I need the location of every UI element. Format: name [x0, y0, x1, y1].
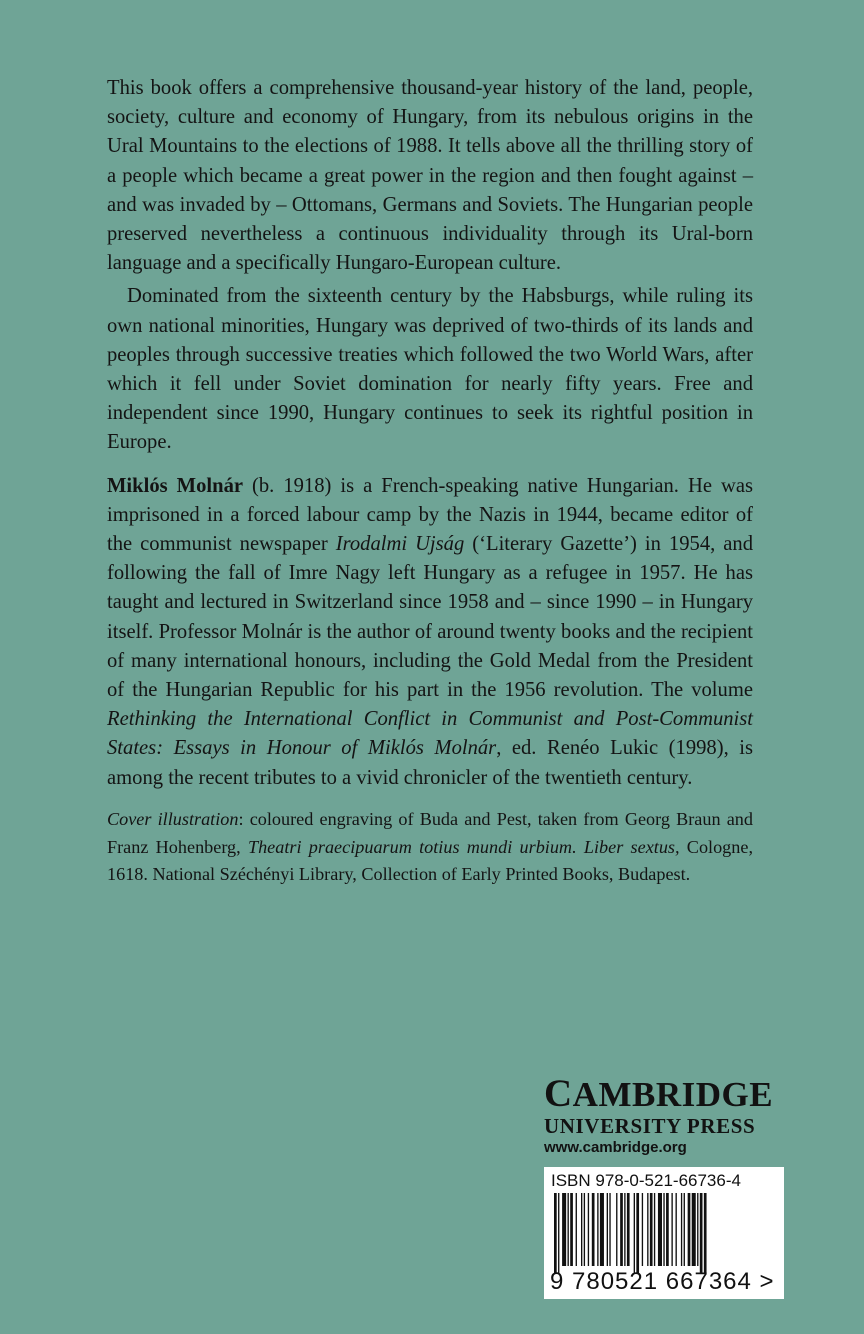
barcode-bar — [666, 1193, 669, 1266]
blurb-paragraph-2: Dominated from the sixteenth century by the Habsburgs, while ruling its own national minorities, Hungary was deprived of two-thirds of its lands and peoples through successive treaties which followed the two World Wars, after which it fell under Soviet domination for nearly fifty years. Free and independent since 1990, Hungary continues to seek its rightful position in Europe. — [107, 285, 753, 454]
cover-credit-label: Cover illustration — [107, 808, 239, 829]
tribute-volume-title: Rethinking the International Conflict in Communist and Post-Communist States: Essays in Honour of Miklós Molnár — [107, 708, 753, 760]
cover-credit-text-2: Cologne, 1618. National Széchényi Library, Collection of Early Printed Books, Budapest. — [107, 836, 753, 885]
barcode-bar — [624, 1193, 625, 1266]
barcode-bar — [671, 1193, 672, 1266]
barcode-bar — [663, 1193, 664, 1266]
barcode-bar — [554, 1193, 557, 1273]
barcode-bar — [642, 1193, 643, 1266]
cover-source-title: Theatri praecipuarum totius mundi urbium. Liber sextus, — [247, 836, 680, 857]
author-bio-text-1: (b. 1918) is a French-speaking native Hungarian. He was imprisoned in a forced labour camp by the Nazis in 1944, became editor of the communist newspaper — [107, 474, 753, 556]
author-bio — [107, 472, 753, 793]
barcode-bar — [558, 1193, 559, 1273]
barcode-bar — [581, 1193, 582, 1266]
barcode-bar — [570, 1193, 573, 1266]
barcode-bar — [681, 1193, 682, 1266]
barcode-bar — [576, 1193, 577, 1266]
barcode-bar — [609, 1193, 610, 1266]
barcode-bar — [692, 1193, 696, 1266]
barcode-bar — [654, 1193, 655, 1266]
barcode-bar — [607, 1193, 608, 1266]
publisher-name-initial: C — [544, 1072, 573, 1115]
barcode-bar — [562, 1193, 566, 1266]
barcode-bar — [636, 1193, 639, 1273]
barcode-bar — [584, 1193, 585, 1266]
author-bio-text-3: , ed. Renéo Lukic (1998), is among the recent tributes to a vivid chronicler of the twentieth century. — [107, 737, 753, 789]
blurb-paragraph-1: This book offers a comprehensive thousand-year history of the land, people, society, culture and economy of Hungary, from its nebulous origins in the Ural Mountains to the elections of 1988. It tells above all the thrilling story of a people which became a great power in the region and then fought against – and was invaded by – Ottomans, Germans and Soviets. The Hungarian people preserved nevertheless a continuous individuality through its Ural-born language and a specifically Hungaro-European culture. — [107, 77, 753, 275]
cover-credit-text-1: : coloured engraving of Buda and Pest, taken from Georg Braun and Franz Hohenberg, — [107, 808, 753, 857]
publisher-url: www.cambridge.org — [544, 1139, 687, 1156]
publisher-subtitle: UNIVERSITY PRESS — [544, 1114, 756, 1138]
barcode-bar — [588, 1193, 589, 1266]
barcode-bar — [592, 1193, 595, 1266]
barcode-bar — [688, 1193, 691, 1266]
barcode-bar — [658, 1193, 662, 1266]
isbn-label: ISBN 978-0-521-66736-4 — [551, 1171, 741, 1190]
barcode-bar — [620, 1193, 623, 1266]
back-cover-text — [107, 74, 753, 889]
publisher-name — [544, 1074, 784, 1115]
barcode-bar — [568, 1193, 569, 1266]
publisher-logo — [544, 1074, 784, 1159]
barcode-bar — [704, 1193, 707, 1273]
newspaper-title: Irodalmi Ujság — [335, 533, 465, 556]
barcode-bar — [616, 1193, 617, 1266]
barcode-bar — [597, 1193, 598, 1266]
barcode-bar — [634, 1193, 635, 1273]
barcode-box — [544, 1167, 784, 1299]
barcode-bar — [627, 1193, 630, 1266]
barcode-bar — [676, 1193, 677, 1266]
barcode-bar — [697, 1193, 698, 1266]
publisher-name-rest: AMBRIDGE — [572, 1075, 774, 1114]
cover-credit — [107, 806, 753, 889]
barcode-bar — [600, 1193, 604, 1266]
barcode-bar — [647, 1193, 648, 1266]
barcode-bar — [700, 1193, 703, 1273]
author-bio-text-2: (‘Literary Gazette’) in 1954, and following the fall of Imre Nagy left Hungary as a refugee in 1957. He has taught and lectured in Switzerland since 1958 and – since 1990 – in Hungary itself. Professor Molnár is the author of around twenty books and the recipient of many international honours, including the Gold Medal from the President of the Hungarian Republic for his part in the 1956 revolution. The volume — [107, 533, 753, 702]
barcode-bar — [650, 1193, 653, 1266]
barcode-bar — [684, 1193, 685, 1266]
barcode-digits: 9 780521 667364 > — [550, 1268, 775, 1295]
author-name: Miklós Molnár — [107, 474, 244, 497]
